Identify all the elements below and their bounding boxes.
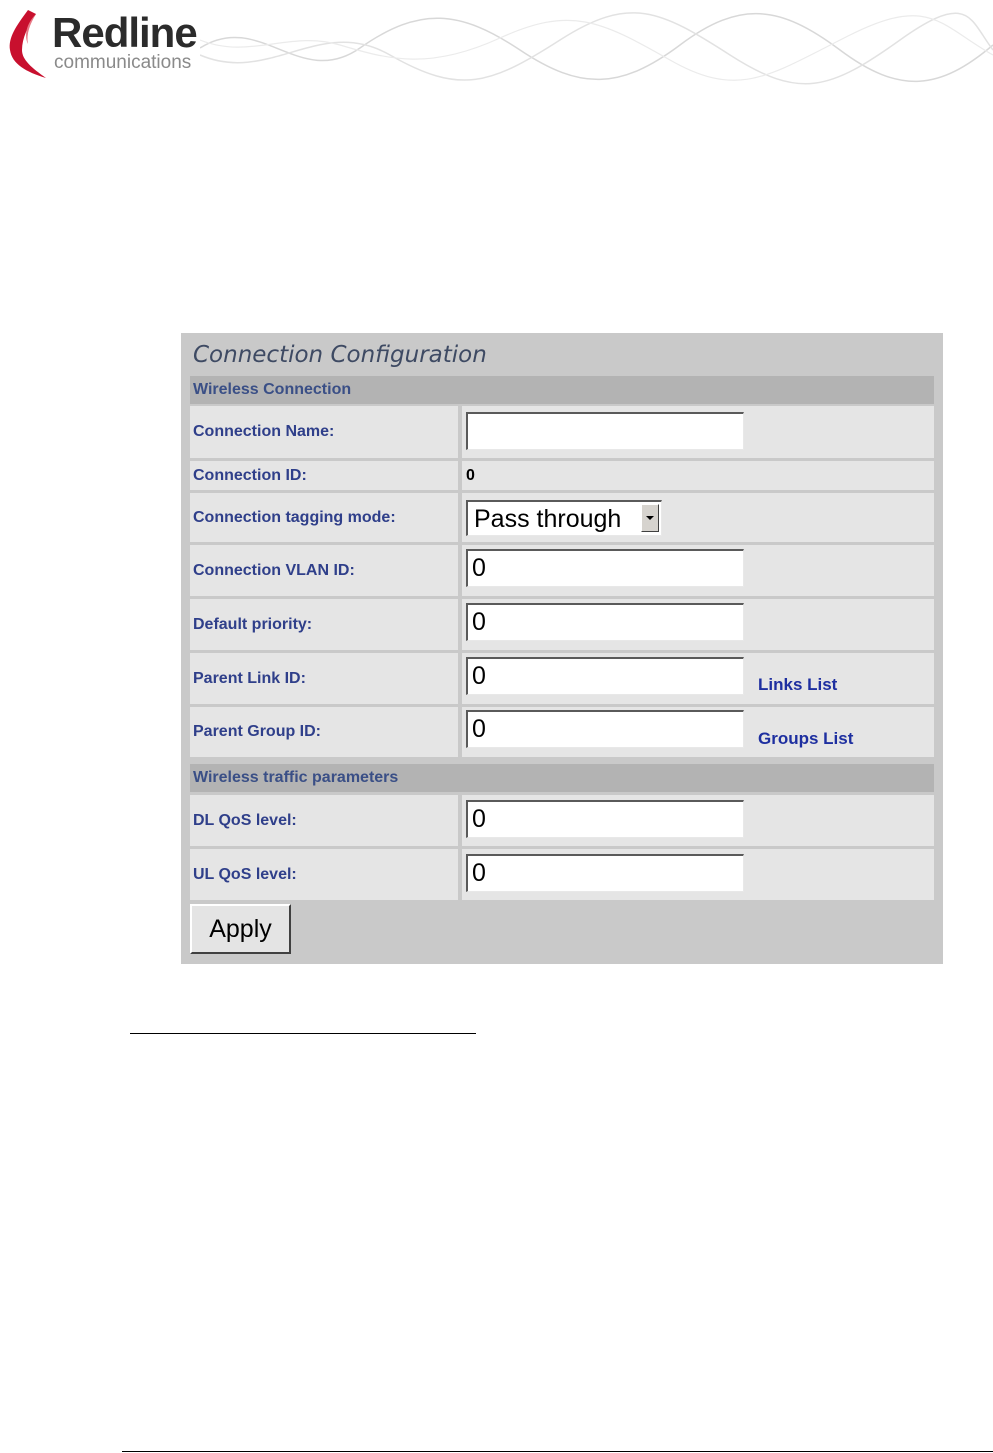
row-vlan-id bbox=[190, 545, 934, 596]
tagging-mode-label: Connection tagging mode: bbox=[193, 508, 396, 526]
vlan-id-label: Connection VLAN ID: bbox=[193, 561, 355, 579]
row-tagging-mode bbox=[190, 493, 934, 542]
row-value-cell bbox=[462, 493, 934, 542]
parent-group-id-input[interactable] bbox=[466, 710, 744, 748]
logo-wordmark: Redline bbox=[52, 9, 197, 56]
connection-configuration-panel bbox=[181, 333, 943, 964]
dl-qos-input[interactable] bbox=[466, 800, 744, 838]
row-value-cell bbox=[462, 599, 934, 650]
section-header-wireless-connection: Wireless Connection bbox=[190, 376, 934, 404]
wave-decoration-icon bbox=[200, 0, 993, 95]
footnote-divider bbox=[130, 1033, 476, 1034]
tagging-mode-selected-value: Pass through bbox=[474, 505, 622, 533]
row-default-priority bbox=[190, 599, 934, 650]
chevron-down-icon[interactable] bbox=[641, 504, 659, 532]
default-priority-input[interactable] bbox=[466, 603, 744, 641]
connection-name-label: Connection Name: bbox=[193, 423, 335, 440]
row-parent-group-id bbox=[190, 707, 934, 757]
row-connection-id bbox=[190, 461, 934, 490]
groups-list-link[interactable]: Groups List bbox=[758, 729, 854, 748]
page-header bbox=[0, 0, 993, 95]
links-list-link[interactable]: Links List bbox=[758, 675, 838, 694]
connection-id-label: Connection ID: bbox=[193, 466, 307, 484]
row-value-cell bbox=[462, 406, 934, 458]
row-value-cell bbox=[462, 653, 934, 704]
panel-title: Connection Configuration bbox=[193, 342, 487, 368]
ul-qos-label: UL QoS level: bbox=[193, 865, 297, 883]
parent-link-id-input[interactable] bbox=[466, 657, 744, 695]
logo-tagline: communications bbox=[54, 52, 192, 73]
apply-button[interactable]: Apply bbox=[190, 904, 291, 954]
redline-logo-icon bbox=[6, 8, 50, 80]
connection-id-value: 0 bbox=[466, 466, 475, 484]
row-value-cell bbox=[462, 795, 934, 846]
dl-qos-label: DL QoS level: bbox=[193, 811, 297, 829]
row-value-cell bbox=[462, 707, 934, 757]
default-priority-label: Default priority: bbox=[193, 615, 313, 633]
tagging-mode-select[interactable] bbox=[466, 500, 662, 536]
row-parent-link-id bbox=[190, 653, 934, 704]
ul-qos-input[interactable] bbox=[466, 854, 744, 892]
connection-name-input[interactable] bbox=[466, 412, 744, 450]
row-value-cell bbox=[462, 545, 934, 596]
vlan-id-input[interactable] bbox=[466, 549, 744, 587]
footer-divider bbox=[122, 1451, 993, 1452]
section-header-traffic-parameters: Wireless traffic parameters bbox=[190, 764, 934, 792]
parent-group-id-label: Parent Group ID: bbox=[193, 723, 322, 740]
row-ul-qos bbox=[190, 849, 934, 900]
row-connection-name bbox=[190, 406, 934, 458]
parent-link-id-label: Parent Link ID: bbox=[193, 669, 306, 687]
row-value-cell bbox=[462, 461, 934, 490]
row-dl-qos bbox=[190, 795, 934, 846]
row-value-cell bbox=[462, 849, 934, 900]
